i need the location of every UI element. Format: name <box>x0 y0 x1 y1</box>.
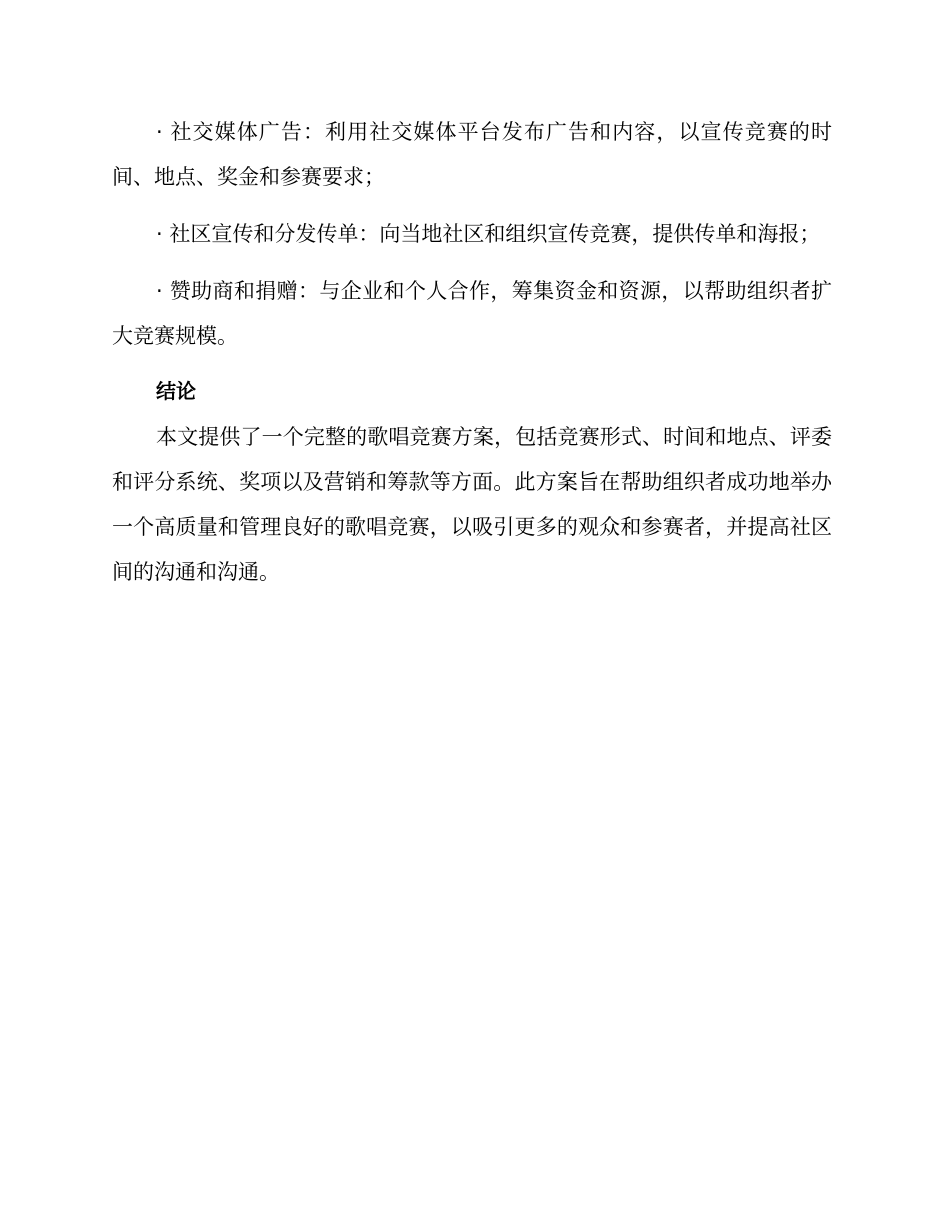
bullet-sponsors-donations: · 赞助商和捐赠：与企业和个人合作，筹集资金和资源，以帮助组织者扩大竞赛规模。 <box>112 279 832 348</box>
bullet-community-flyers: · 社区宣传和分发传单：向当地社区和组织宣传竞赛，提供传单和海报； <box>156 222 821 246</box>
conclusion-heading: 结论 <box>156 379 196 403</box>
document-body <box>112 110 832 607</box>
bullet-social-media-ads: · 社交媒体广告：利用社交媒体平台发布广告和内容，以宣传竞赛的时间、地点、奖金和参赛要求； <box>112 120 832 189</box>
conclusion-paragraph: 本文提供了一个完整的歌唱竞赛方案，包括竞赛形式、时间和地点、评委和评分系统、奖项以及营销和筹款等方面。此方案旨在帮助组织者成功地举办一个高质量和管理良好的歌唱竞赛，以吸引更多的观众和参赛者，并提高社区间的沟通和沟通。 <box>112 425 832 584</box>
